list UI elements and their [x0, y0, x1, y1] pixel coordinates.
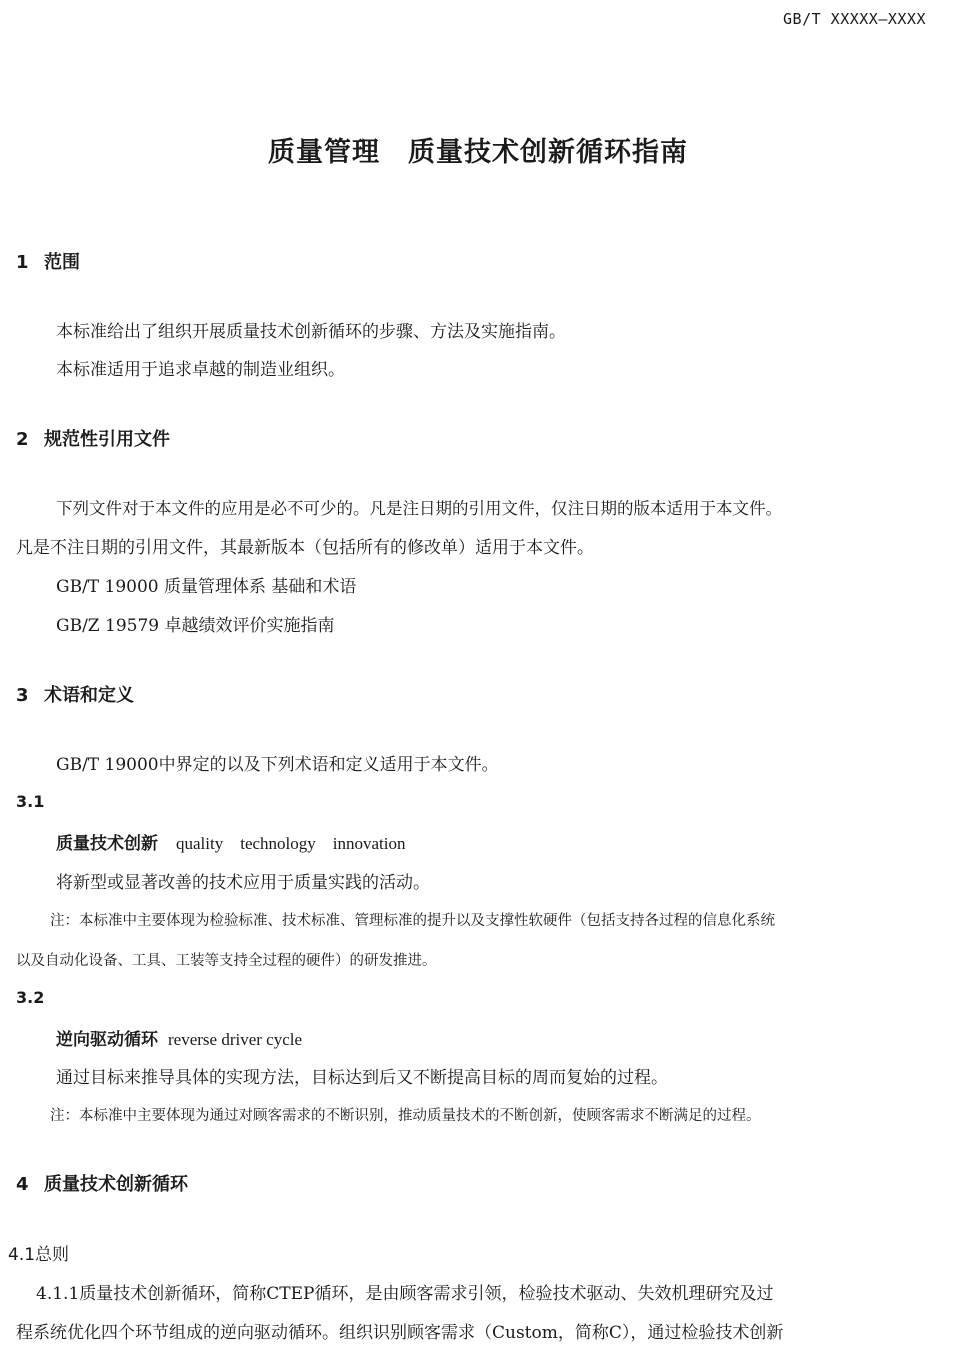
term-note: 注：本标准中主要体现为通过对顾客需求的不断识别，推动质量技术的不断创新，使顾客需求不断满足的过程。 — [50, 1108, 761, 1124]
section-number: 2 — [16, 429, 29, 450]
paragraph: 本标准给出了组织开展质量技术创新循环的步骤、方法及实施指南。 — [56, 322, 566, 342]
reference-item: GB/Z 19579 卓越绩效评价实施指南 — [56, 616, 335, 636]
section-title: 范围 — [44, 252, 80, 273]
term-entry — [56, 829, 405, 854]
term-entry — [56, 1025, 302, 1050]
term-note: 以及自动化设备、工具、工装等支持全过程的硬件）的研发推进。 — [16, 953, 437, 969]
section-3-heading — [16, 681, 134, 707]
paragraph: 4.1.1质量技术创新循环，简称CTEP循环，是由顾客需求引领，检验技术驱动、失效机理研究及过 — [36, 1284, 774, 1304]
paragraph: 程系统优化四个环节组成的逆向驱动循环。组织识别顾客需求（Custom，简称C），通过检验技术创新 — [16, 1323, 784, 1343]
paragraph: 本标准适用于追求卓越的制造业组织。 — [56, 360, 345, 380]
reference-item: GB/T 19000 质量管理体系 基础和术语 — [56, 577, 357, 597]
section-title: 术语和定义 — [44, 685, 134, 706]
section-1-heading — [16, 248, 80, 274]
term-number: 3.2 — [16, 988, 45, 1007]
term-english: quality technology innovation — [176, 834, 406, 853]
paragraph: 凡是不注日期的引用文件，其最新版本（包括所有的修改单）适用于本文件。 — [16, 538, 594, 558]
term-chinese: 逆向驱动循环 — [56, 1030, 158, 1050]
term-note: 注：本标准中主要体现为检验标准、技术标准、管理标准的提升以及支撑性软硬件（包括支持各过程的信息化系统 — [50, 913, 775, 929]
standard-code: GB/T XXXXX—XXXX — [783, 10, 926, 28]
section-title: 规范性引用文件 — [44, 429, 170, 450]
document-title: 质量管理 质量技术创新循环指南 — [268, 137, 688, 168]
section-number: 4 — [16, 1174, 29, 1195]
term-number: 3.1 — [16, 792, 45, 811]
term-definition: 通过目标来推导具体的实现方法，目标达到后又不断提高目标的周而复始的过程。 — [56, 1068, 668, 1088]
paragraph: GB/T 19000中界定的以及下列术语和定义适用于本文件。 — [56, 755, 499, 775]
term-chinese: 质量技术创新 — [56, 834, 158, 854]
section-2-heading — [16, 425, 170, 451]
subsection-heading: 4.1总则 — [8, 1245, 70, 1265]
section-title: 质量技术创新循环 — [44, 1174, 188, 1195]
term-english: reverse driver cycle — [168, 1030, 303, 1049]
section-number: 1 — [16, 252, 29, 273]
section-4-heading — [16, 1170, 188, 1196]
term-definition: 将新型或显著改善的技术应用于质量实践的活动。 — [56, 873, 430, 893]
paragraph: 下列文件对于本文件的应用是必不可少的。凡是注日期的引用文件，仅注日期的版本适用于本文件。 — [56, 499, 782, 518]
section-number: 3 — [16, 685, 29, 706]
